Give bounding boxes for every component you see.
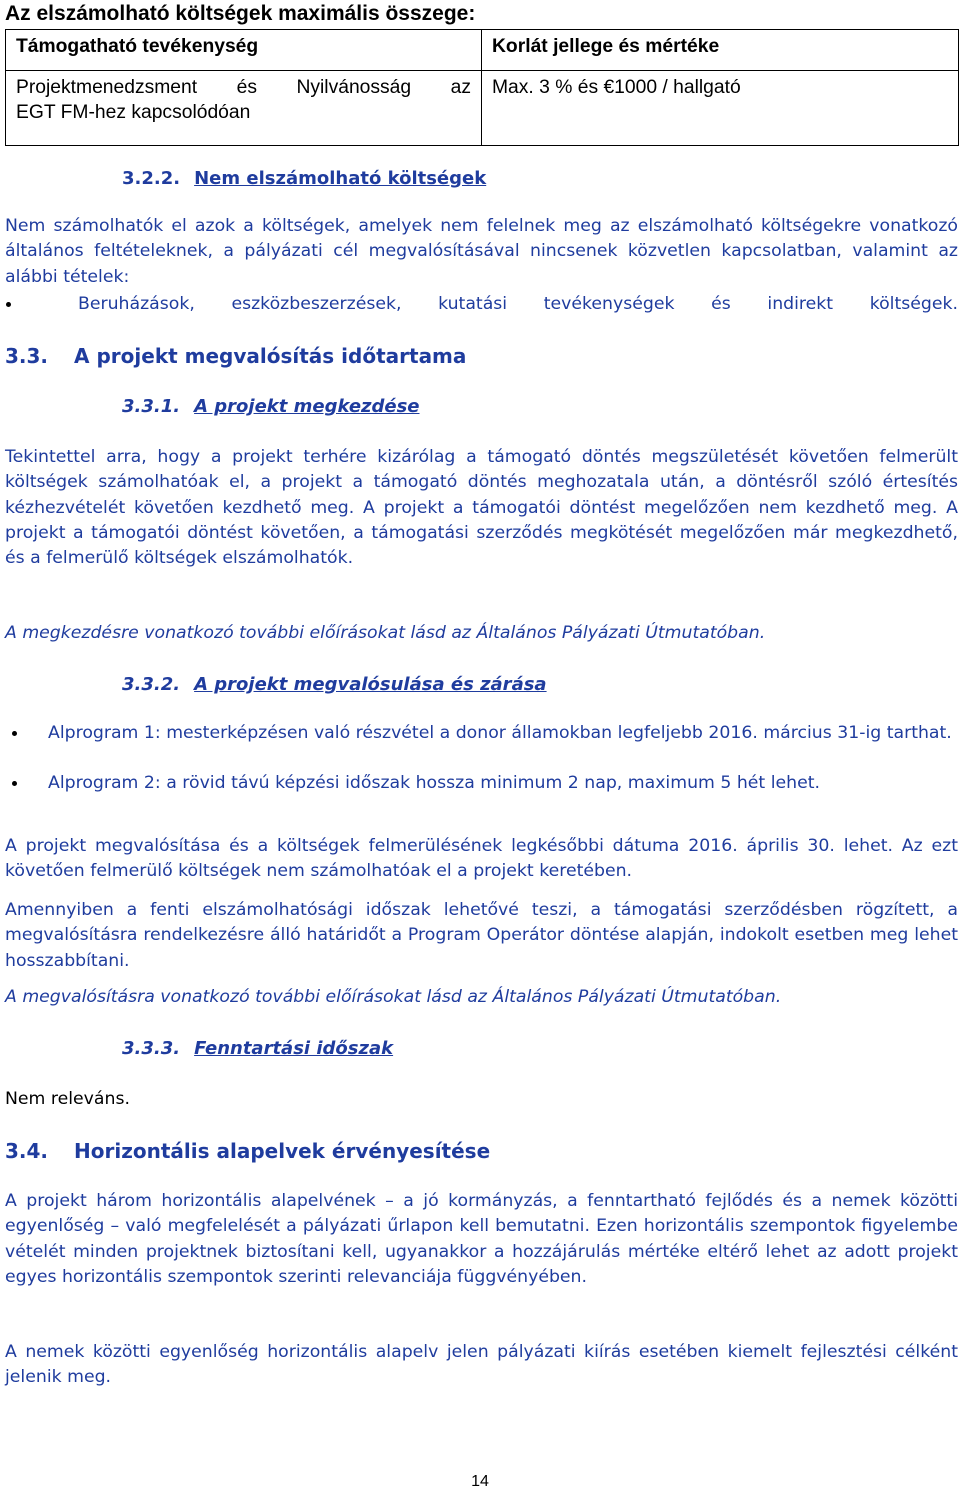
bullet-icon — [12, 781, 17, 786]
bullet-icon — [12, 731, 17, 736]
section-number: 3.3.3. — [122, 1038, 181, 1059]
implementation-reference: A megvalósításra vonatkozó további előírásokat lásd az Általános Pályázati Útmutatóban. — [5, 987, 782, 1007]
bullet-icon — [6, 302, 11, 307]
project-start-reference: A megkezdésre vonatkozó további előírásokat lásd az Általános Pályázati Útmutatóban. — [5, 623, 766, 643]
section-title: A projekt megkezdése — [194, 396, 420, 417]
section-title: A projekt megvalósítás időtartama — [74, 344, 467, 368]
list-item — [78, 292, 958, 317]
section-number: 3.3.2. — [122, 674, 181, 695]
table-cell-limit: Max. 3 % és €1000 / hallgató — [482, 71, 959, 146]
section-number: 3.3. — [5, 344, 49, 368]
cost-limit-table — [5, 29, 959, 146]
table-cell-activity-line2: EGT FM-hez kapcsolódóan — [16, 102, 251, 123]
table-header-row — [6, 30, 959, 71]
non-eligible-paragraph: Nem számolhatók el azok a költségek, amelyek nem felelnek meg az elszámolható költségekre vonatkozó általános feltételeknek, a pályázati cél megvalósításával nincsenek közvetlen kapcsolatban, valamint az alábbi tételek: — [5, 216, 958, 287]
section-3-4-heading — [5, 1137, 490, 1165]
not-relevant-text: Nem releváns. — [5, 1089, 130, 1109]
section-number: 3.3.1. — [122, 396, 181, 417]
section-title: A projekt megvalósulása és zárása — [194, 674, 547, 695]
section-number: 3.2.2. — [122, 168, 181, 189]
section-3-3-3-heading — [122, 1036, 393, 1062]
table-header-activity: Támogatható tevékenység — [6, 30, 482, 71]
table-row — [6, 71, 959, 146]
section-title: Fenntartási időszak — [194, 1038, 394, 1059]
deadline-paragraph: A projekt megvalósítása és a költségek felmerülésének legkésőbbi dátuma 2016. április 30. lehet. Az ezt követően felmerülő költségek nem számolhatóak el a projekt keretében. — [5, 836, 958, 882]
project-start-paragraph: Tekintettel arra, hogy a projekt terhére kizárólag a támogató döntés megszületését követően felmerült költségek számolhatóak el, a projekt a támogató döntés meghozatala után, a döntésről szóló értesítés kézhezvételét követően kezdhető meg. A projekt a támogatói döntést megelőzően nem kezdhető meg. A projekt a támogatói döntést követően, a támogatási szerződés megkötését megelőzően már megkezdhető, és a felmerülő költségek elszámolhatók. — [5, 447, 958, 569]
costs-heading: Az elszámolható költségek maximális összege: — [5, 2, 476, 25]
section-title: Nem elszámolható költségek — [194, 168, 487, 189]
section-number: 3.4. — [5, 1139, 49, 1163]
table-header-limit: Korlát jellege és mértéke — [482, 30, 959, 71]
section-3-3-2-heading — [122, 672, 547, 698]
page-number: 14 — [471, 1473, 489, 1490]
gender-equality-paragraph: A nemek közötti egyenlőség horizontális alapelv jelen pályázati kiírás esetében kiemelt fejlesztési célként jelenik meg. — [5, 1342, 958, 1388]
extension-paragraph: Amennyiben a fenti elszámolhatósági időszak lehetővé teszi, a támogatási szerződésben rögzített, a megvalósításra rendelkezésre álló határidőt a Program Operátor döntése alapján, indokolt esetben meg lehet hosszabbítani. — [5, 900, 958, 971]
section-3-3-heading — [5, 342, 466, 370]
table-cell-activity-line1: Projektmenedzsment és Nyilvánosság az — [16, 77, 471, 98]
horizontal-principles-paragraph: A projekt három horizontális alapelvének – a jó kormányzás, a fenntartható fejlődés és a nemek közötti egyenlőség – való megfelelését a pályázati űrlapon kell bemutatni. Ezen horizontális szempontok figyelembe vételét minden projektnek biztosítani kell, ugyanakkor a hozzájárulás mértéke eltérő lehet az adott projekt egyes horizontális szempontok szerinti relevanciája függvényében. — [5, 1191, 958, 1287]
section-3-2-2-heading — [122, 166, 486, 192]
section-title: Horizontális alapelvek érvényesítése — [74, 1139, 491, 1163]
list-item: Alprogram 1: mesterképzésen való részvétel a donor államokban legfeljebb 2016. március 31-ig tarthat. — [48, 723, 952, 743]
list-item: Alprogram 2: a rövid távú képzési időszak hossza minimum 2 nap, maximum 5 hét lehet. — [48, 773, 820, 793]
list-item-text: Beruházások, eszközbeszerzések, kutatási tevékenységek és indirekt költségek. — [78, 294, 958, 314]
section-3-3-1-heading — [122, 394, 420, 420]
table-cell-activity — [6, 71, 482, 146]
